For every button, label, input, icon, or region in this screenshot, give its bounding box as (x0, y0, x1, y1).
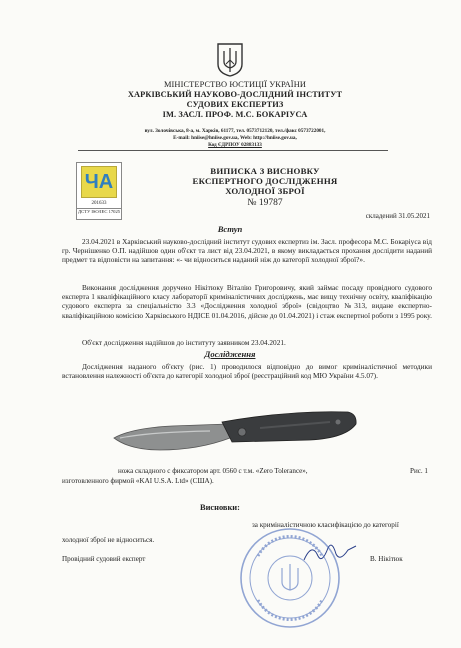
conclusions-heading: Висновки: (200, 503, 240, 512)
institute-name-line2: СУДОВИХ ЕКСПЕРТИЗ (186, 100, 284, 109)
research-heading: Дослідження (204, 349, 256, 359)
doc-title-line1: ВИПИСКА З ВИСНОВКУ (210, 166, 320, 176)
doc-number: № 19787 (247, 198, 283, 208)
institute-name-line1: ХАРКІВСЬКИЙ НАУКОВО-ДОСЛІДНИЙ ІНСТИТУТ (127, 90, 343, 99)
conclusions-line2: холодної зброї не відноситься. (62, 536, 155, 544)
signer-title: Провідний судовий експерт (62, 555, 146, 563)
doc-title-line3: ХОЛОДНОЇ ЗБРОЇ (225, 186, 305, 196)
accreditation-standard: ДСТУ ISO/IEC 17025 (77, 209, 121, 214)
doc-date: складений 31.05.2021 (365, 212, 430, 220)
figure-label: Рис. 1 (410, 467, 428, 475)
doc-title-line2: ЕКСПЕРТНОГО ДОСЛІДЖЕННЯ (192, 176, 338, 186)
header-divider (78, 150, 388, 151)
figure-caption-line2: изготовленного фирмой «KAI U.S.A. Ltd» (США). (62, 477, 214, 485)
intro-heading: Вступ (217, 224, 243, 234)
address-line: вул. Золочівська, 8-а, м. Харків, 61177, тел. 0573712120, тел./факс 0573722001, (144, 128, 326, 134)
official-stamp (238, 526, 342, 630)
accreditation-mark-icon (81, 166, 117, 198)
intro-paragraph-1: 23.04.2021 в Харківський науково-дослідний інститут судових експертиз ім. Засл. професора М.С. Бокаріуса від гр. Чернішенко О.П. надійшов один об'єкт та лист від 23.04.2021, в якому викладається прохання дослідити наданий предмет та відповісти на запитання: «- чи відноситься наданий ніж до категорії холодної зброї?». (62, 237, 432, 265)
email-line: E-mail: hniise@hniise.gov.ua, Web: http://hniise.gov.ua, (173, 135, 297, 141)
code-line: Код ЄДРПОУ 02883133 (208, 142, 262, 148)
accreditation-mark-letters: ЧА (84, 171, 114, 193)
intro-paragraph-3: Об'єкт дослідження надійшов до інституту заявником 23.04.2021. (82, 338, 286, 347)
knife-photo (110, 398, 360, 460)
accreditation-number: 201633 (91, 201, 107, 206)
intro-paragraph-2: Виконання дослідження доручено Нікітюку Віталію Григоровичу, який займає посаду провідного судового експерта 1 кваліфікаційного класу лабораторії криміналістичних досліджень, має вищу технічну освіту, кваліфікацію судового експерта за спеціальністю 3.3 «Дослідження холодної зброї» (свідоцтво №313, видане експертно-кваліфікаційною комісією Харківського НДІСЕ 01.04.2016, дійсне до 01.04.2021) і стаж експертної роботи з 1995 року. (62, 283, 432, 320)
figure-caption-line1: ножа складного с фиксатором арт. 0560 с т.м. «Zero Tolerance», (118, 467, 308, 475)
ministry-name: МІНІСТЕРСТВО ЮСТИЦІЇ УКРАЇНИ (164, 80, 306, 89)
institute-name-line3: ІМ. ЗАСЛ. ПРОФ. М.С. БОКАРІУСА (162, 110, 308, 119)
signer-name: В. Нікітюк (370, 555, 403, 563)
coat-of-arms-icon (216, 42, 244, 78)
conclusions-line1: за криміналістичною класифікацією до категорії (252, 521, 399, 529)
research-paragraph: Дослідження наданого об'єкту (рис. 1) проводилося відповідно до вимог криміналістичної методики встановлення належності об'єкта до категорії холодної зброї (реєстраційний код МЮ України 4.5.07). (62, 362, 432, 381)
accreditation-logo (76, 162, 122, 220)
